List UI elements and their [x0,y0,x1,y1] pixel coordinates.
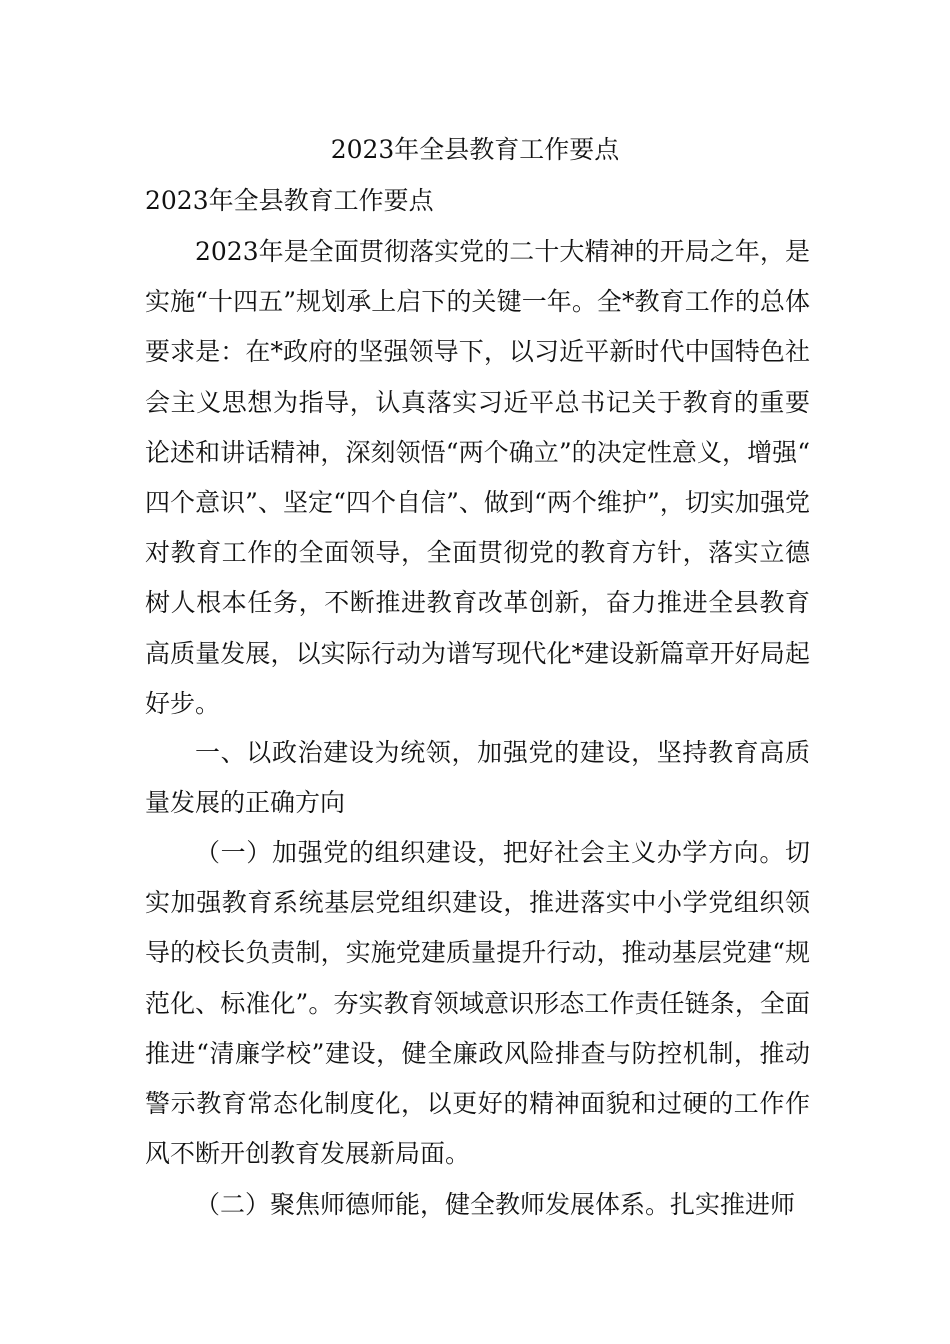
paragraph-intro: 2023年是全面贯彻落实党的二十大精神的开局之年，是实施“十四五”规划承上启下的关键一年。全*教育工作的总体要求是：在*政府的坚强领导下，以习近平新时代中国特色社会主义思想为指导，认真落实习近平总书记关于教育的重要论述和讲话精神，深刻领悟“两个确立”的决定性意义，增强“四个意识”、坚定“四个自信”、做到“两个维护”，切实加强党对教育工作的全面领导，全面贯彻党的教育方针，落实立德树人根本任务，不断推进教育改革创新，奋力推进全县教育高质量发展，以实际行动为谱写现代化*建设新篇章开好局起好步。 [145,237,810,718]
section-heading-1: 一、以政治建设为统领，加强党的建设，坚持教育高质量发展的正确方向 [145,738,810,818]
document-subtitle: 2023年全县教育工作要点 [145,186,434,215]
paragraph-section-1-item-2: （二）聚焦师德师能，健全教师发展体系。扎实推进师 [195,1190,796,1219]
document-title: 2023年全县教育工作要点 [330,135,620,164]
paragraph-section-1-item-1: （一）加强党的组织建设，把好社会主义办学方向。切实加强教育系统基层党组织建设，推进落实中小学党组织领导的校长负责制，实施党建质量提升行动，推动基层党建“规范化、标准化”。夯实教育领域意识形态工作责任链条，全面推进“清廉学校”建设，健全廉政风险排查与防控机制，推动警示教育常态化制度化，以更好的精神面貌和过硬的工作作风不断开创教育发展新局面。 [145,838,810,1169]
